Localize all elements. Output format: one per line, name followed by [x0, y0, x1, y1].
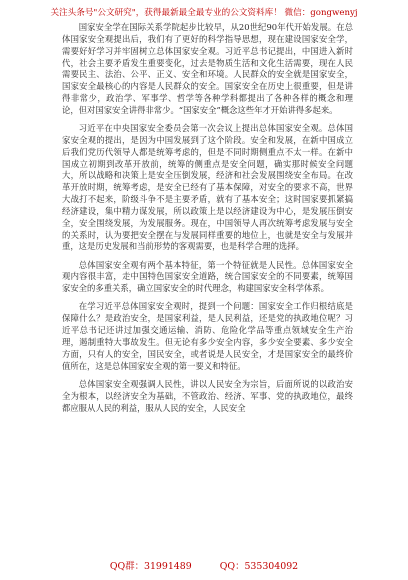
paragraph-2: 习近平在中央国家安全委员会第一次会议上提出总体国家安全观。总体国家安全观的提出，是因为中国发展到了这个阶段。安全和发展，在新中国成立后我们党历代领导人都是统筹考虑的，但是不同时期侧重点不太一样。在新中国成立初期到改革开放前，统筹的侧重点是安全问题，确实那时候安全问题大，所以战略和决策上是安全压倒发展，经济和社会发展围绕安全布局。在改革开放时期，统筹考虑，是安全已经有了基本保障，对安全的要求不高，世界大战打不起来，阶级斗争不是主要矛盾，就有了基本安全；这时国家要抓紧搞经济建设，集中精力谋发展，所以政策上是以经济建设为中心，是发展压倒安全，安全围绕发展，为发展服务。现在，中国领导人再次统筹考虑发展与安全的关系时，认为要把安全摆在与发展同样重要的地位上，也就是安全与发展并重，这是历史发展和当前形势的客观需要，也是科学合理的选择。	[62, 123, 353, 252]
footer-qq-group: QQ群：31991489	[109, 561, 192, 572]
page-header-banner: 关注头条号"公文研究"，获得最新最全最专业的公文资料库！ 微信：gongwenyj	[50, 8, 358, 18]
footer-qq: QQ：535304092	[219, 561, 299, 572]
paragraph-3: 总体国家安全观有两个基本特征，第一个特征就是人民性。总体国家安全观内容很丰富，走中国特色国家安全道路，统合国家安全的不同要素，统筹国家安全的多重关系，确立国家安全的时代理念，构建国家安全科学体系。	[62, 259, 353, 294]
article-body	[62, 22, 353, 421]
page-footer	[0, 558, 408, 572]
paragraph-4: 在学习近平总体国家安全观时，提到一个问题：国家安全工作归根结底是保障什么？是政治安全，是国家利益，是人民利益，还是党的执政地位呢？习近平总书记还讲过加强交通运输、消防、危险化学品等重点领域安全生产治理，遏制重特大事故发生。但无论有多少安全内容，多少安全要素、多少安全方面，只有人的安全，国民安全，或者说是人民安全，才是国家安全的最终价值所在，这是总体国家安全观的第一要义和特征。	[62, 301, 353, 371]
paragraph-1: 国家安全学在国际关系学院起步比较早，从20世纪90年代开始发展。在总体国家安全观提出后，我们有了更好的科学指导思想，现在建设国家安全学，需要好好学习并牢固树立总体国家安全观。习近平总书记提出，中国进入新时代，社会主要矛盾发生重要变化，过去是物质生活和文化生活需要，现在人民需要民主、法治、公平、正义、安全和环境。人民群众的安全就是国家安全，国家安全最核心的内容是人民群众的安全。国家安全在历史上很重要，但是讲得非常少，政治学、军事学、哲学等各种学科都提出了各种各样的概念和理论，但对国家安全讲得非常少。“国家安全”概念这些年才开始讲得多起来。	[62, 22, 353, 115]
paragraph-5: 总体国家安全观强调人民性，讲以人民安全为宗旨，后面所说的以政治安全为根本，以经济安全为基础，不管政治、经济、军事、党的执政地位，最终都应服从人民的利益，服从人民的安全，人民安全	[62, 378, 353, 413]
